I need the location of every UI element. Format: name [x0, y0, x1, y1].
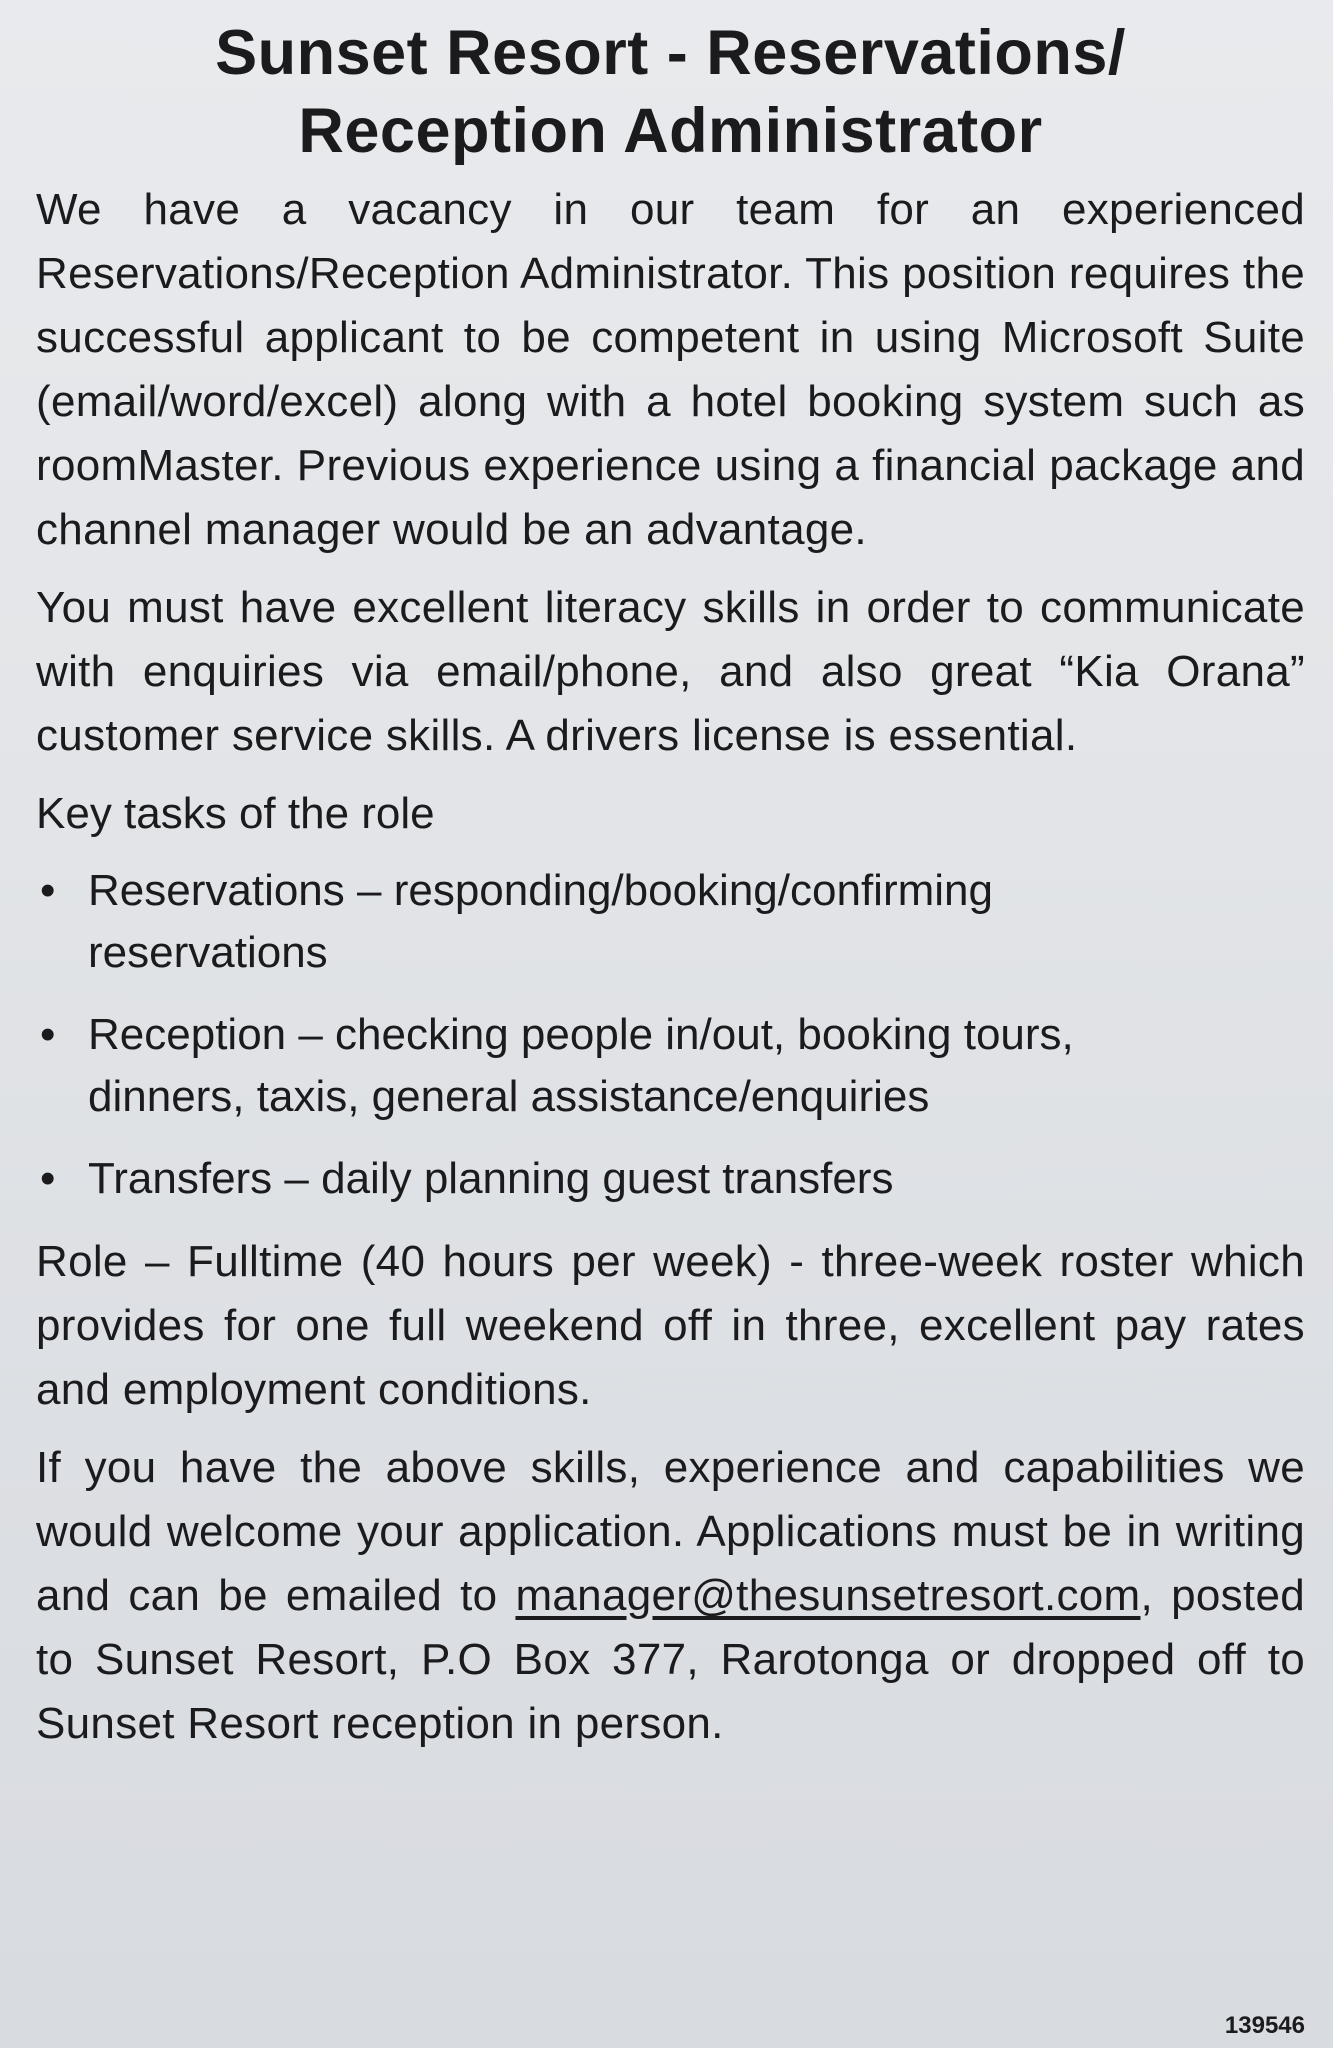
vacancy-paragraph: We have a vacancy in our team for an experienced Reservations/Reception Administrator. This position requires the successful applicant to be competent in using Microsoft Suite (email/word/excel) along with a hotel booking system such as roomMaster. Previous experience using a financial package and channel manager would be an advantage. — [36, 185, 1305, 554]
bullet-icon: • — [40, 1154, 56, 1203]
title-line-1: Sunset Resort - Reservations/ — [215, 18, 1126, 88]
skills-paragraph: You must have excellent literacy skills in order to communicate with enquiries via email/phone, and also great “Kia Orana” customer service skills. A drivers license is essential. — [36, 583, 1305, 760]
application-paragraph — [36, 1436, 1305, 1756]
bullet-icon: • — [40, 866, 56, 915]
list-item — [36, 1004, 1305, 1128]
email-link[interactable]: manager@thesunsetresort.com — [515, 1571, 1141, 1620]
application-outro: , posted to Sunset Resort, P.O Box 377, Rarotonga or dropped off to Sunset Resort reception in person. — [36, 1571, 1305, 1748]
role-paragraph: Role – Fulltime (40 hours per week) - three-week roster which provides for one full weekend off in three, excellent pay rates and employment conditions. — [36, 1237, 1305, 1414]
key-tasks-heading: Key tasks of the role — [36, 789, 435, 838]
task-reservations: Reservations – responding/booking/confirming reservations — [88, 866, 993, 977]
list-item — [36, 860, 1305, 984]
bullet-icon: • — [40, 1010, 56, 1059]
task-reception: Reception – checking people in/out, booking tours, dinners, taxis, general assistance/enquiries — [88, 1010, 1074, 1121]
key-tasks-list — [36, 860, 1305, 1210]
application-intro: If you have the above skills, experience and capabilities we would welcome your application. Applications must be in writing and can be emailed to — [36, 1443, 1305, 1620]
title-line-2: Reception Administrator — [298, 96, 1043, 166]
task-transfers: Transfers – daily planning guest transfers — [88, 1154, 894, 1203]
list-item — [36, 1148, 1305, 1210]
page-title — [36, 14, 1305, 170]
reference-number: 139546 — [1224, 2012, 1305, 2039]
